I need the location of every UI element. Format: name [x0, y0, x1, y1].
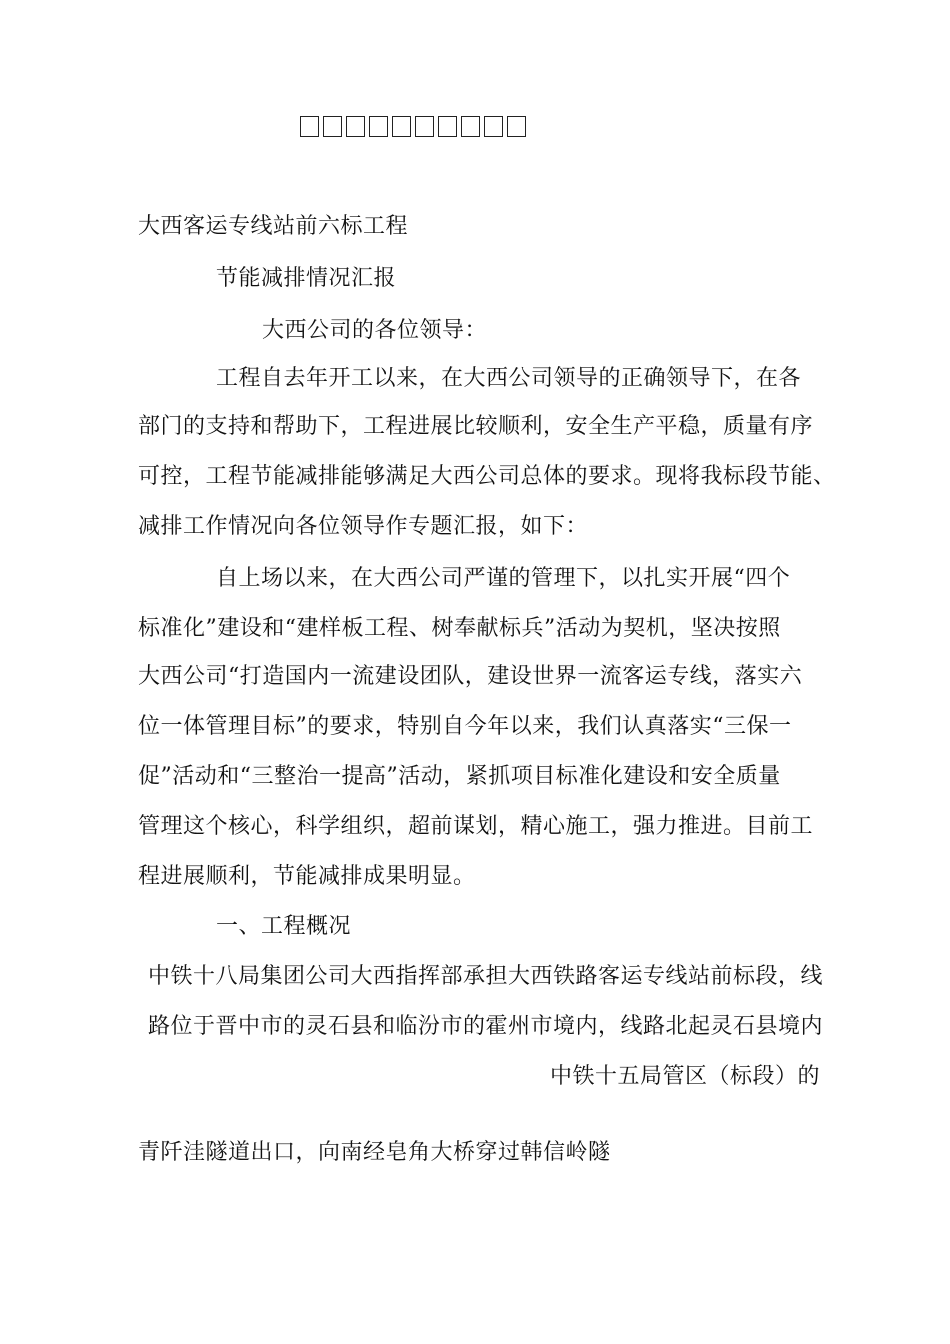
placeholder-box	[507, 116, 526, 137]
title-line-1: 大西客运专线站前六标工程	[138, 214, 409, 239]
placeholder-box	[392, 116, 411, 137]
para3-line-3: 中铁十五局管区（标段）的	[550, 1064, 821, 1089]
para1-line-2: 部门的支持和帮助下，工程进展比较顺利，安全生产平稳，质量有序	[138, 414, 814, 439]
para1-line-3: 可控，工程节能减排能够满足大西公司总体的要求。现将我标段节能、	[138, 464, 836, 489]
placeholder-box	[438, 116, 457, 137]
para2-line-5: 促”活动和“三整治一提高”活动，紧抓项目标准化建设和安全质量	[138, 764, 781, 789]
para2-line-3: 大西公司“打造国内一流建设团队，建设世界一流客运专线，落实六	[138, 664, 803, 689]
para1-line-4: 减排工作情况向各位领导作专题汇报，如下：	[138, 514, 589, 539]
para2-line-1: 自上场以来，在大西公司严谨的管理下，以扎实开展“四个	[216, 566, 791, 591]
para2-line-2: 标准化”建设和“建样板工程、树奉献标兵”活动为契机，坚决按照	[138, 616, 781, 641]
para2-line-7: 程进展顺利，节能减排成果明显。	[138, 864, 476, 889]
section-1-title: 一、工程概况	[216, 914, 352, 939]
para1-line-1: 工程自去年开工以来，在大西公司领导的正确领导下，在各	[216, 366, 802, 391]
para2-line-6: 管理这个核心，科学组织，超前谋划，精心施工，强力推进。目前工	[138, 814, 814, 839]
para2-line-4: 位一体管理目标”的要求，特别自今年以来，我们认真落实“三保一	[138, 714, 792, 739]
placeholder-box	[415, 116, 434, 137]
para3-line-2: 路位于晋中市的灵石县和临汾市的霍州市境内，线路北起灵石县境内	[148, 1014, 824, 1039]
placeholder-box	[346, 116, 365, 137]
heading-placeholder-boxes	[300, 116, 528, 137]
placeholder-box	[323, 116, 342, 137]
placeholder-box	[484, 116, 503, 137]
salutation: 大西公司的各位领导：	[262, 318, 488, 343]
para3-line-4: 青阡洼隧道出口，向南经皂角大桥穿过韩信岭隧	[138, 1140, 611, 1165]
title-line-2: 节能减排情况汇报	[216, 266, 397, 291]
para3-line-1: 中铁十八局集团公司大西指挥部承担大西铁路客运专线站前标段，线	[148, 964, 824, 989]
placeholder-box	[300, 116, 319, 137]
placeholder-box	[369, 116, 388, 137]
placeholder-box	[461, 116, 480, 137]
